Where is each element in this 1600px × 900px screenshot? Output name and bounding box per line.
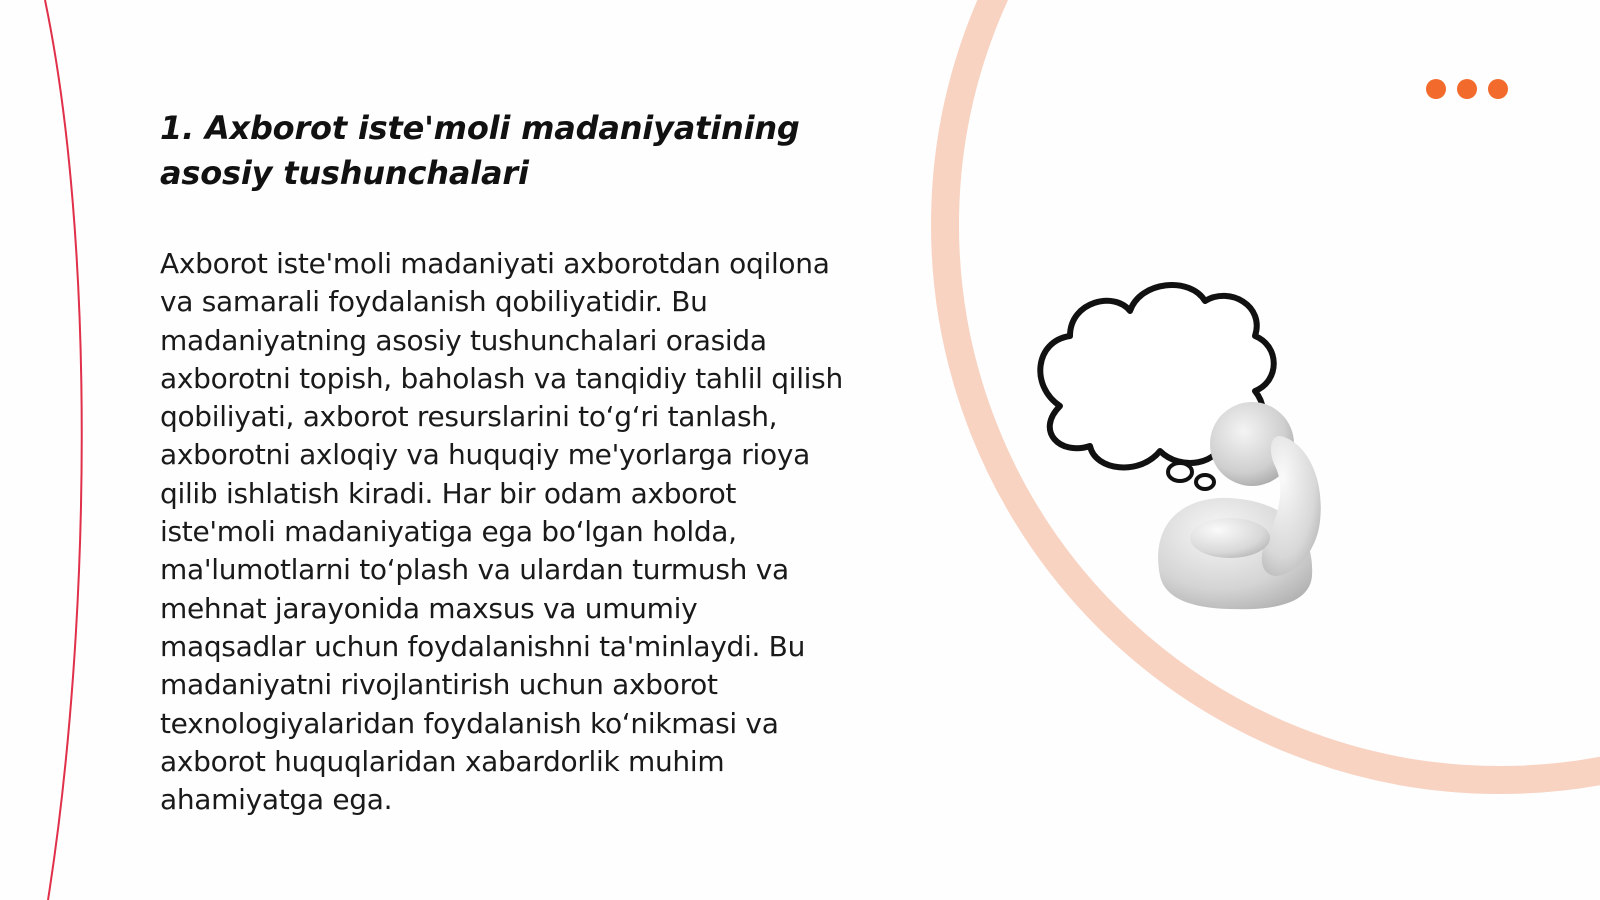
dot-icon	[1488, 79, 1508, 99]
thought-bubble-tiny	[1196, 475, 1214, 489]
dot-icon	[1426, 79, 1446, 99]
menu-dots-icon	[1426, 79, 1508, 99]
thinking-person-icon	[1030, 276, 1350, 616]
slide-title: 1. Axborot iste'moli madaniyatining asosiy tushunchalari	[160, 109, 800, 192]
thought-bubble-small	[1168, 463, 1192, 481]
figure-hand	[1190, 518, 1270, 558]
slide-body-text: Axborot iste'moli madaniyati axborotdan oqilona va samarali foydalanish qobiliyatidir. Bu madaniyatning asosiy tushunchalari orasida axborotni topish, baholash va tanqidiy tahlil qilish qobiliyati, axborot resurslarini to‘g‘ri tanlash, axborotni axloqiy va huquqiy me'yorlarga rioya qilib ishlatish kiradi. Har bir odam axborot iste'moli madaniyatiga ega bo‘lgan holda, ma'lumotlarni to‘plash va ulardan turmush va mehnat jarayonida maxsus va umumiy maqsadlar uchun foydalanishni ta'minlaydi. Bu madaniyatni rivojlantirish uchun axborot texnologiyalaridan foydalanish ko‘nikmasi va axborot huquqlaridan xabardorlik muhim ahamiyatga ega.	[160, 247, 843, 817]
dot-icon	[1457, 79, 1477, 99]
left-curve-line	[45, 0, 82, 900]
